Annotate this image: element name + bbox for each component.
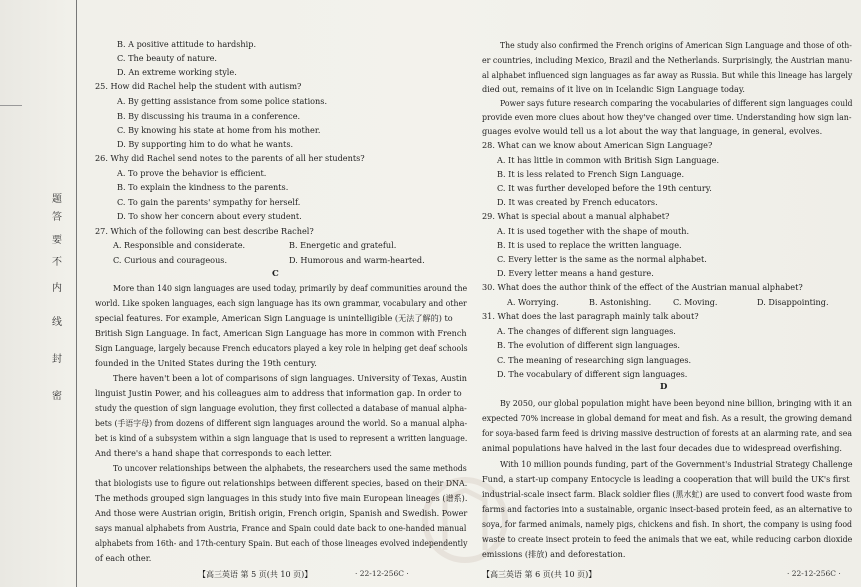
q26-option: D. To show her concern about every student. <box>117 211 302 221</box>
q26-option: B. To explain the kindness to the parents. <box>117 182 289 192</box>
passage-c-line: Sign Language, largely because French educators played a key role in helping get deaf schools <box>95 343 468 353</box>
passage-c-cont-line: guages evolve would tell us a lot about the way that language, in general, evolves. <box>482 126 823 136</box>
binding-char: 内 <box>52 283 62 294</box>
q30-option: B. Astonishing. <box>589 297 652 307</box>
q25-stem: 25. How did Rachel help the student with autism? <box>95 81 302 91</box>
q29-option: A. It is used together with the shape of mouth. <box>497 226 690 236</box>
passage-c-cont-line: died out, remains of it live on in Icelandic Sign Language today. <box>482 84 745 94</box>
right-column <box>482 0 852 587</box>
binding-margin <box>0 0 88 587</box>
passage-c-line: says manual alphabets from Austria, France and Spain could date back to one-handed manual <box>95 523 467 533</box>
page-footer-right: 【高三英语 第 6 页(共 10 页)】 <box>482 570 597 579</box>
left-column <box>95 0 467 587</box>
passage-c-cont-line: er countries, including Mexico, Brazil and the Netherlands. Surprisingly, the Austrian manu- <box>482 55 853 65</box>
binding-char: 答 <box>52 212 62 223</box>
passage-c-cont-line: al alphabet influenced sign languages as far away as Russia. But while this lineage has largely <box>482 70 853 80</box>
passage-c-line: founded in the United States during the 19th century. <box>95 358 317 368</box>
q28-option: D. It was created by French educators. <box>497 197 658 207</box>
q30-option: D. Disappointing. <box>757 297 829 307</box>
passage-d-line: By 2050, our global population might have been beyond nine billion, bringing with it an <box>500 398 852 408</box>
passage-d-line: animal populations have halved in the last four decades due to widespread overfishing. <box>482 443 842 453</box>
passage-d-line: expected 70% increase in global demand for meat and fish. As a result, the growing demand <box>482 413 853 423</box>
binding-char: 要 <box>52 235 62 246</box>
passage-c-cont-line: Power says future research comparing the vocabularies of different sign languages could <box>500 98 853 108</box>
binding-char: 线 <box>52 317 62 328</box>
q31-stem: 31. What does the last paragraph mainly talk about? <box>482 311 699 321</box>
passage-c-line: And there's a hand shape that corresponds to each letter. <box>95 448 332 458</box>
q30-option: A. Worrying. <box>507 297 559 307</box>
passage-c-line: To uncover relationships between the alphabets, the researchers used the same methods <box>113 463 467 473</box>
q26-option: C. To gain the parents' sympathy for herself. <box>117 197 301 207</box>
q28-option: B. It is less related to French Sign Language. <box>497 169 685 179</box>
passage-c-line: world. Like spoken languages, each sign language has its own grammar, vocabulary and other <box>95 298 467 308</box>
passage-c-line: study the question of sign language evolution, they first collected a database of manual alpha- <box>95 403 467 413</box>
q29-stem: 29. What is special about a manual alphabet? <box>482 211 670 221</box>
page-code-right: · 22-12-256C · <box>787 569 841 578</box>
passage-c-line: More than 140 sign languages are used today, primarily by deaf communities around the <box>113 283 468 293</box>
q31-option: B. The evolution of different sign languages. <box>497 340 681 350</box>
q28-option: C. It was further developed before the 19th century. <box>497 183 712 193</box>
q24-option: B. A positive attitude to hardship. <box>117 39 257 49</box>
q29-option: D. Every letter means a hand gesture. <box>497 268 654 278</box>
margin-dash <box>0 105 22 106</box>
q26-stem: 26. Why did Rachel send notes to the parents of all her students? <box>95 153 365 163</box>
passage-c-line: bets (手语字母) from dozens of different sign languages around the world. So a manual alpha- <box>95 418 468 428</box>
section-letter-c: C <box>272 269 279 279</box>
q24-option: D. An extreme working style. <box>117 67 237 77</box>
q25-option: A. By getting assistance from some police stations. <box>117 96 328 106</box>
passage-c-line: And those were Austrian origin, British origin, French origin, Spanish and Swedish. Power <box>95 508 468 518</box>
q26-option: A. To prove the behavior is efficient. <box>117 168 267 178</box>
passage-c-line: that biologists use to figure out relationships between different species, based on their DNA. <box>95 478 468 488</box>
passage-c-line: alphabets from 16th- and 17th-century Spain. But each of those lineages evolved independently <box>95 538 468 548</box>
passage-c-cont-line: provide even more clues about how they've changed over time. Understanding how sign lan- <box>482 112 852 122</box>
passage-c-line: linguist Justin Power, and his colleagues aim to address that information gap. In order to <box>95 388 462 398</box>
passage-c-cont-line: The study also confirmed the French origins of American Sign Language and those of oth- <box>500 40 852 50</box>
q25-option: C. By knowing his state at home from his mother. <box>117 125 321 135</box>
q28-stem: 28. What can we know about American Sign Language? <box>482 140 713 150</box>
passage-c-line: There haven't been a lot of comparisons of sign languages. University of Texas, Austin <box>113 373 467 383</box>
q30-option: C. Moving. <box>673 297 718 307</box>
q27-option: D. Humorous and warm-hearted. <box>289 255 425 265</box>
q27-option: A. Responsible and considerate. <box>113 240 246 250</box>
binding-line <box>76 0 77 587</box>
q31-option: C. The meaning of researching sign languages. <box>497 355 692 365</box>
binding-char: 封 <box>52 354 62 365</box>
passage-d-line: waste to create insect protein to feed the animals that we eat, while reducing carbon dioxide <box>482 534 853 544</box>
q29-option: B. It is used to replace the written language. <box>497 240 682 250</box>
q25-option: B. By discussing his trauma in a conference. <box>117 111 301 121</box>
binding-char: 不 <box>52 257 62 268</box>
passage-d-line: industrial-scale insect farm. Black soldier flies (黑水虻) are used to convert food waste from <box>482 489 853 499</box>
q27-option: B. Energetic and grateful. <box>289 240 397 250</box>
q31-option: D. The vocabulary of different sign languages. <box>497 369 688 379</box>
passage-c-line: of each other. <box>95 553 152 563</box>
passage-c-line: bet is kind of a subsystem within a sign language that is used to represent a written language. <box>95 433 468 443</box>
passage-d-line: Fund, a start-up company Entocycle is leading a cooperation that will build the UK's first <box>482 474 850 484</box>
page-footer-left: 【高三英语 第 5 页(共 10 页)】 <box>198 570 313 579</box>
section-letter-d: D <box>660 382 668 392</box>
passage-c-line: British Sign Language. In fact, American Sign Language has more in common with French <box>95 328 467 338</box>
q28-option: A. It has little in common with British Sign Language. <box>497 155 720 165</box>
q29-option: C. Every letter is the same as the normal alphabet. <box>497 254 707 264</box>
passage-d-line: With 10 million pounds funding, part of the Government's Industrial Strategy Challenge <box>500 459 853 469</box>
binding-char: 题 <box>52 194 62 205</box>
q25-option: D. By supporting him to do what he wants. <box>117 139 294 149</box>
q27-stem: 27. Which of the following can best describe Rachel? <box>95 226 314 236</box>
passage-c-line: special features. For example, American Sign Language is unintelligible (无法了解的) to <box>95 313 453 323</box>
q27-option: C. Curious and courageous. <box>113 255 228 265</box>
passage-d-line: soya, for farmed animals, namely pigs, chickens and fish. In short, the company is using food <box>482 519 853 529</box>
passage-d-line: farms and factories into a sustainable, organic insect-based protein feed, as an alternative to <box>482 504 853 514</box>
q30-stem: 30. What does the author think of the effect of the Austrian manual alphabet? <box>482 282 803 292</box>
binding-char: 密 <box>52 391 62 402</box>
page-code-left: · 22-12-256C · <box>355 569 409 578</box>
passage-d-line: emissions (排放) and deforestation. <box>482 549 626 559</box>
q31-option: A. The changes of different sign languages. <box>497 326 676 336</box>
passage-c-line: The methods grouped sign languages in this study into five main European lineages (谱系). <box>95 493 468 503</box>
q24-option: C. The beauty of nature. <box>117 53 217 63</box>
passage-d-line: for soya-based farm feed is driving massive destruction of forests at an alarming rate, and sea <box>482 428 852 438</box>
